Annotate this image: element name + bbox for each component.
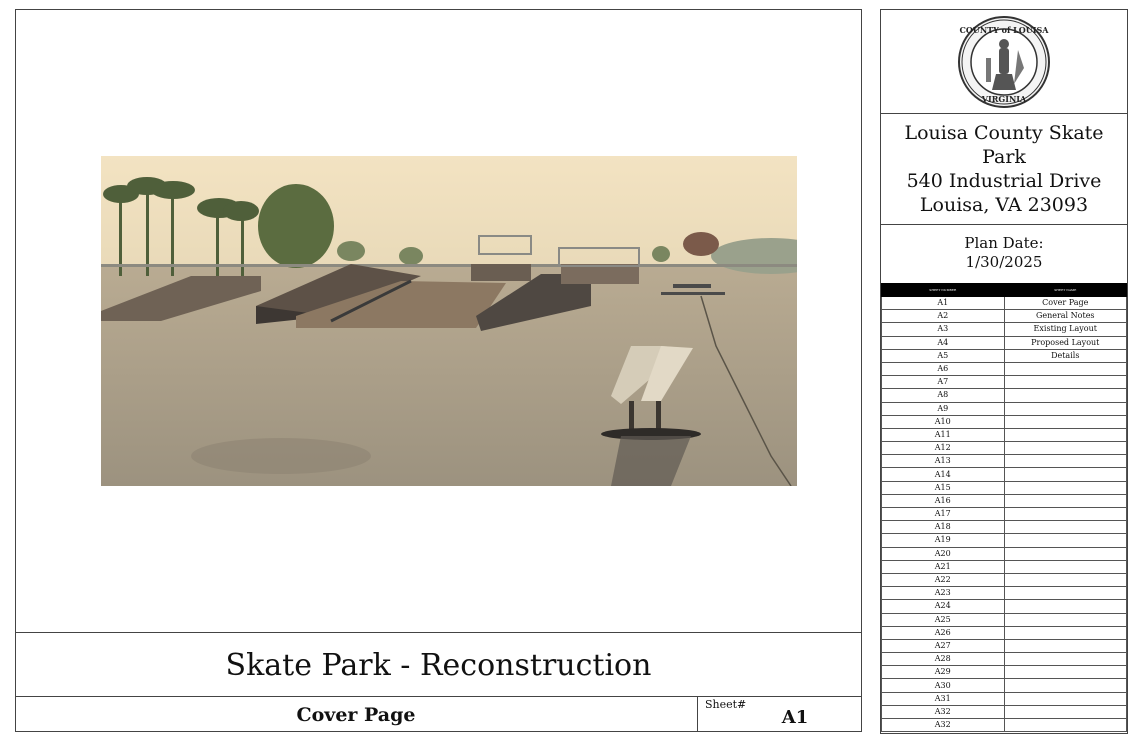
sheet-index-number: A23 — [882, 587, 1005, 600]
sheet-index-name — [1004, 547, 1127, 560]
sheet-index-number: A29 — [882, 666, 1005, 679]
address-line-2: 540 Industrial Drive — [906, 170, 1102, 192]
table-row — [882, 323, 1127, 336]
county-seal-box — [881, 10, 1127, 114]
address-line-3: Louisa, VA 23093 — [919, 194, 1089, 216]
sheet-index-name: Existing Layout — [1004, 323, 1127, 336]
table-row — [882, 692, 1127, 705]
table-row — [882, 600, 1127, 613]
sheet-index-name — [1004, 428, 1127, 441]
table-row — [882, 415, 1127, 428]
sheet-index-number: A5 — [882, 349, 1005, 362]
table-row — [882, 336, 1127, 349]
table-row — [882, 310, 1127, 323]
table-row — [882, 639, 1127, 652]
sheet-index-number: A14 — [882, 468, 1005, 481]
sheet-index-name — [1004, 666, 1127, 679]
sheet-index-name — [1004, 639, 1127, 652]
sheet-index-name — [1004, 653, 1127, 666]
sheet-index-name — [1004, 560, 1127, 573]
sheet-index-name — [1004, 719, 1127, 732]
sheet-index-header-number: SHEET NUMBER — [882, 284, 1005, 297]
sheet-index-name — [1004, 534, 1127, 547]
project-title: Skate Park - Reconstruction — [16, 632, 861, 697]
sheet-index-number: A19 — [882, 534, 1005, 547]
sheet-index-number: A3 — [882, 323, 1005, 336]
sheet-index-number: A15 — [882, 481, 1005, 494]
sheet-index-name — [1004, 442, 1127, 455]
sheet-number-cell — [697, 697, 862, 732]
sheet-index-table — [881, 283, 1127, 732]
sheet-index-name — [1004, 508, 1127, 521]
table-row — [882, 705, 1127, 718]
sheet-index-name — [1004, 587, 1127, 600]
table-row — [882, 573, 1127, 586]
plan-date-label: Plan Date: — [964, 234, 1044, 252]
table-row — [882, 349, 1127, 362]
sheet-index-name: Proposed Layout — [1004, 336, 1127, 349]
table-row — [882, 468, 1127, 481]
skate-park-photo — [101, 156, 797, 486]
sheet-index-name — [1004, 362, 1127, 375]
sheet-index-number: A10 — [882, 415, 1005, 428]
table-row — [882, 362, 1127, 375]
sheet-index-number: A16 — [882, 494, 1005, 507]
table-row — [882, 547, 1127, 560]
sheet-index-header-name: SHEET NAME — [1004, 284, 1127, 297]
sheet-index-name — [1004, 692, 1127, 705]
sheet-index-name: Details — [1004, 349, 1127, 362]
seal-bottom-text: VIRGINIA — [981, 93, 1027, 104]
sheet-index-name — [1004, 389, 1127, 402]
plan-date-value: 1/30/2025 — [965, 253, 1043, 271]
sheet-number-value: A1 — [781, 707, 809, 728]
seal-top-text: COUNTY of LOUISA — [959, 24, 1049, 35]
table-row — [882, 402, 1127, 415]
sheet-index-name — [1004, 521, 1127, 534]
sheet-index-name — [1004, 402, 1127, 415]
sheet-index-number: A6 — [882, 362, 1005, 375]
sheet-index-name — [1004, 455, 1127, 468]
sheet-index-number: A12 — [882, 442, 1005, 455]
title-block-side — [880, 9, 1128, 734]
sheet-index-name — [1004, 415, 1127, 428]
sheet-index-number: A24 — [882, 600, 1005, 613]
table-row — [882, 376, 1127, 389]
main-sheet — [15, 9, 862, 732]
table-row — [882, 442, 1127, 455]
sheet-index-name — [1004, 573, 1127, 586]
sheet-index-number: A21 — [882, 560, 1005, 573]
table-row — [882, 626, 1127, 639]
sheet-index-number: A28 — [882, 653, 1005, 666]
sheet-index-name — [1004, 626, 1127, 639]
table-row — [882, 666, 1127, 679]
sheet-index-number: A27 — [882, 639, 1005, 652]
sheet-index-name: General Notes — [1004, 310, 1127, 323]
county-seal-icon — [956, 14, 1052, 110]
sheet-index-name: Cover Page — [1004, 297, 1127, 310]
sheet-index-name — [1004, 481, 1127, 494]
table-row — [882, 521, 1127, 534]
sheet-index-number: A32 — [882, 705, 1005, 718]
sheet-index-number: A17 — [882, 508, 1005, 521]
table-row — [882, 679, 1127, 692]
sheet-index-number: A2 — [882, 310, 1005, 323]
table-row — [882, 508, 1127, 521]
sheet-index-number: A11 — [882, 428, 1005, 441]
table-row — [882, 428, 1127, 441]
plan-date — [881, 225, 1127, 281]
sheet-index-number: A20 — [882, 547, 1005, 560]
address-line-1: Louisa County Skate Park — [904, 122, 1104, 168]
table-row — [882, 455, 1127, 468]
sheet-index-name — [1004, 468, 1127, 481]
sheet-index-name — [1004, 494, 1127, 507]
table-row — [882, 719, 1127, 732]
table-row — [882, 587, 1127, 600]
page-name: Cover Page — [296, 703, 416, 726]
project-address — [881, 114, 1127, 225]
sheet-index-name — [1004, 679, 1127, 692]
table-row — [882, 494, 1127, 507]
sheet-index-name — [1004, 376, 1127, 389]
sheet-index-name — [1004, 600, 1127, 613]
sheet-index-number: A31 — [882, 692, 1005, 705]
sheet-index-number: A30 — [882, 679, 1005, 692]
sheet-index-number: A7 — [882, 376, 1005, 389]
sheet-index-number: A9 — [882, 402, 1005, 415]
sheet-index-number: A8 — [882, 389, 1005, 402]
sheet-index-number: A22 — [882, 573, 1005, 586]
sheet-index-number: A25 — [882, 613, 1005, 626]
table-row — [882, 534, 1127, 547]
sheet-index-number: A18 — [882, 521, 1005, 534]
table-row — [882, 389, 1127, 402]
sheet-index-number: A26 — [882, 626, 1005, 639]
table-row — [882, 653, 1127, 666]
sheet-index-number: A32 — [882, 719, 1005, 732]
table-row — [882, 560, 1127, 573]
sheet-index-name — [1004, 613, 1127, 626]
table-row — [882, 613, 1127, 626]
table-row — [882, 481, 1127, 494]
title-block-bottom — [16, 696, 861, 732]
sheet-index-number: A1 — [882, 297, 1005, 310]
table-row — [882, 297, 1127, 310]
sheet-index-number: A4 — [882, 336, 1005, 349]
sheet-index-number: A13 — [882, 455, 1005, 468]
sheet-index-name — [1004, 705, 1127, 718]
sheet-number-label: Sheet# — [705, 698, 747, 711]
